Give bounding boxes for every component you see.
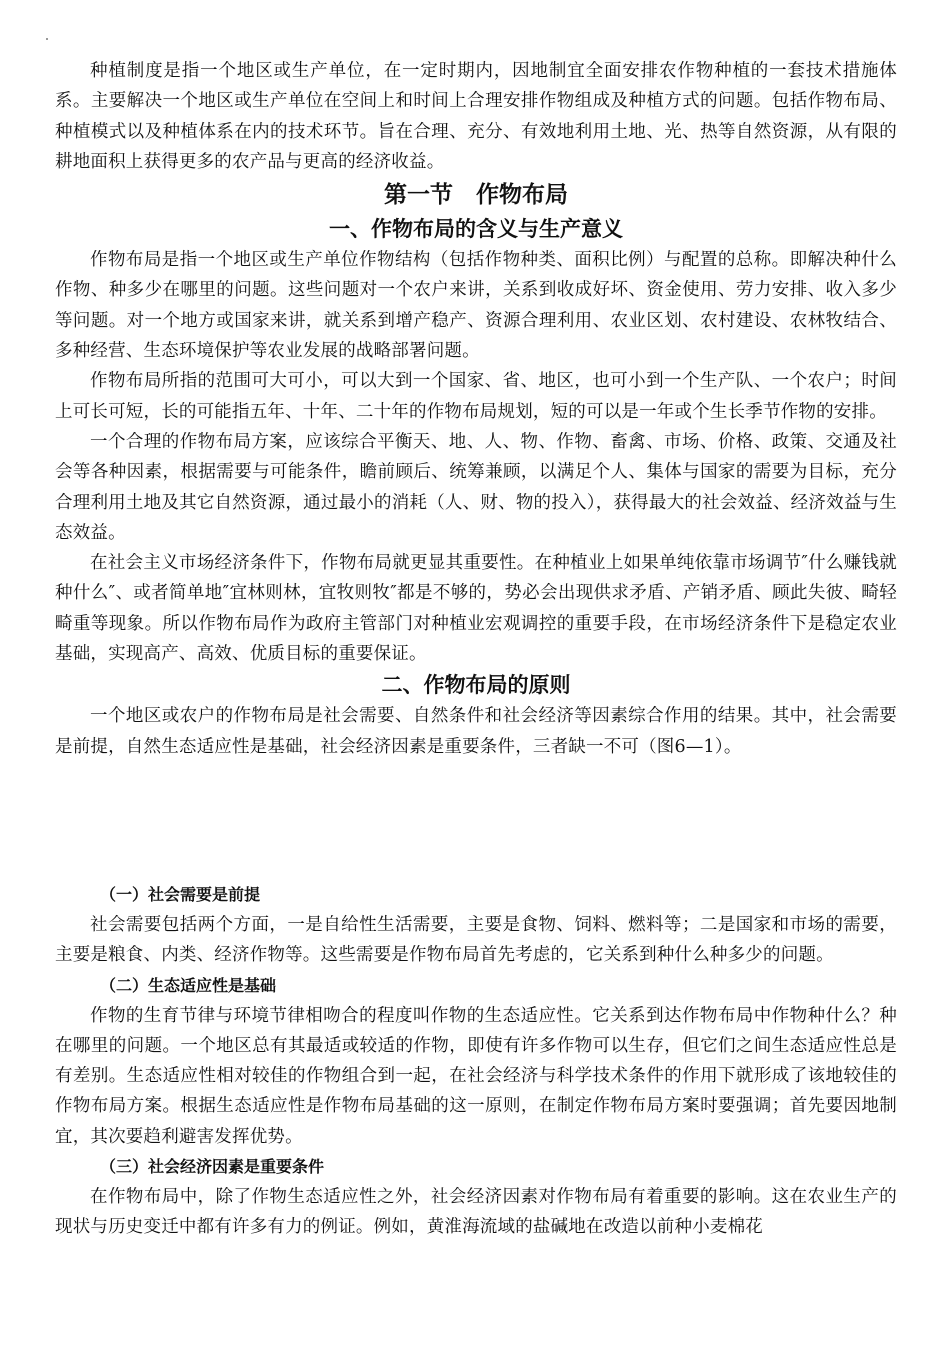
sub3-paragraph: 在作物布局中，除了作物生态适应性之外，社会经济因素对作物布局有着重要的影响。这在农业生产的现状与历史变迁中都有许多有力的例证。例如，黄淮海流域的盐碱地在改造以前种小麦棉花 [55,1187,897,1238]
intro-paragraph: 种植制度是指一个地区或生产单位，在一定时期内，因地制宜全面安排农作物种植的一套技术措施体系。主要解决一个地区或生产单位在空间上和时间上合理安排作物组成及种植方式的问题。包括作物布局、种植模式以及种植体系在内的技术环节。旨在合理、充分、有效地利用土地、光、热等自然资源，从有限的耕地面积上获得更多的农产品与更高的经济收益。 [55,61,897,172]
part1-paragraph-2: 作物布局所指的范围可大可小，可以大到一个国家、省、地区，也可小到一个生产队、一个农户；时间上可长可短，长的可能指五年、十年、二十年的作物布局规划，短的可以是一年或个生长季节作物的安排。 [55,371,897,422]
part1-paragraph-1: 作物布局是指一个地区或生产单位作物结构（包括作物种类、面积比例）与配置的总称。即解决种什么作物、种多少在哪里的问题。这些问题对一个农户来讲，关系到收成好坏、资金使用、劳力安排、收入多少等问题。对一个地方或国家来讲，就关系到增产稳产、资源合理利用、农业区划、农村建设、农林牧结合、多种经营、生态环境保护等农业发展的战略部署问题。 [55,250,897,362]
sub2-paragraph: 作物的生育节律与环境节律相吻合的程度叫作物的生态适应性。它关系到达作物布局中作物种什么？种在哪里的问题。一个地区总有其最适或较适的作物，即使有许多作物可以生存，但它们之间生态适应性总是有差别。生态适应性相对较佳的作物组合到一起，在社会经济与科学技术条件的作用下就形成了该地较佳的作物布局方案。根据生态适应性是作物布局基础的这一原则，在制定作物布局方案时要强调；首先要因地制宜，其次要趋利避害发挥优势。 [55,1005,897,1147]
sub1-heading: （一）社会需要是前提 [100,884,261,904]
part1-paragraph-4: 在社会主义市场经济条件下，作物布局就更显其重要性。在种植业上如果单纯依靠市场调节″什么赚钱就种什么″、或者简单地″宜林则林，宜牧则牧″都是不够的，势必会出现供求矛盾、产销矛盾、顾此失彼、畸轻畸重等现象。所以作物布局作为政府主管部门对种植业宏观调控的重要手段，在市场经济条件下是稳定农业基础，实现高产、高效、优质目标的重要保证。 [55,553,897,665]
document-page [55,56,897,1243]
part1-paragraph-3: 一个合理的作物布局方案，应该综合平衡天、地、人、物、作物、畜禽、市场、价格、政策、交通及社会等各种因素，根据需要与可能条件，瞻前顾后、统筹兼顾，以满足个人、集体与国家的需要为目标，充分合理利用土地及其它自然资源，通过最小的消耗（人、财、物的投入），获得最大的社会效益、经济效益与生态效益。 [55,431,897,543]
sub1-paragraph: 社会需要包括两个方面，一是自给性生活需要，主要是食物、饲料、燃料等；二是国家和市场的需要，主要是粮食、内类、经济作物等。这些需要是作物布局首先考虑的，它关系到种什么种多少的问题。 [55,914,897,966]
part2-paragraph: 一个地区或农户的作物布局是社会需要、自然条件和社会经济等因素综合作用的结果。其中，社会需要是前提，自然生态适应性是基础，社会经济因素是重要条件，三者缺一不可（图6—1）。 [55,706,897,757]
part1-heading: 一、作物布局的含义与生产意义 [329,216,623,242]
sub2-heading: （二）生态适应性是基础 [100,975,277,995]
part2-heading: 二、作物布局的原则 [381,672,571,698]
section-title: 第一节 作物布局 [384,182,568,209]
figure-placeholder [55,762,897,880]
scan-dot-mark [46,38,48,40]
sub3-heading: （三）社会经济因素是重要条件 [100,1157,325,1177]
